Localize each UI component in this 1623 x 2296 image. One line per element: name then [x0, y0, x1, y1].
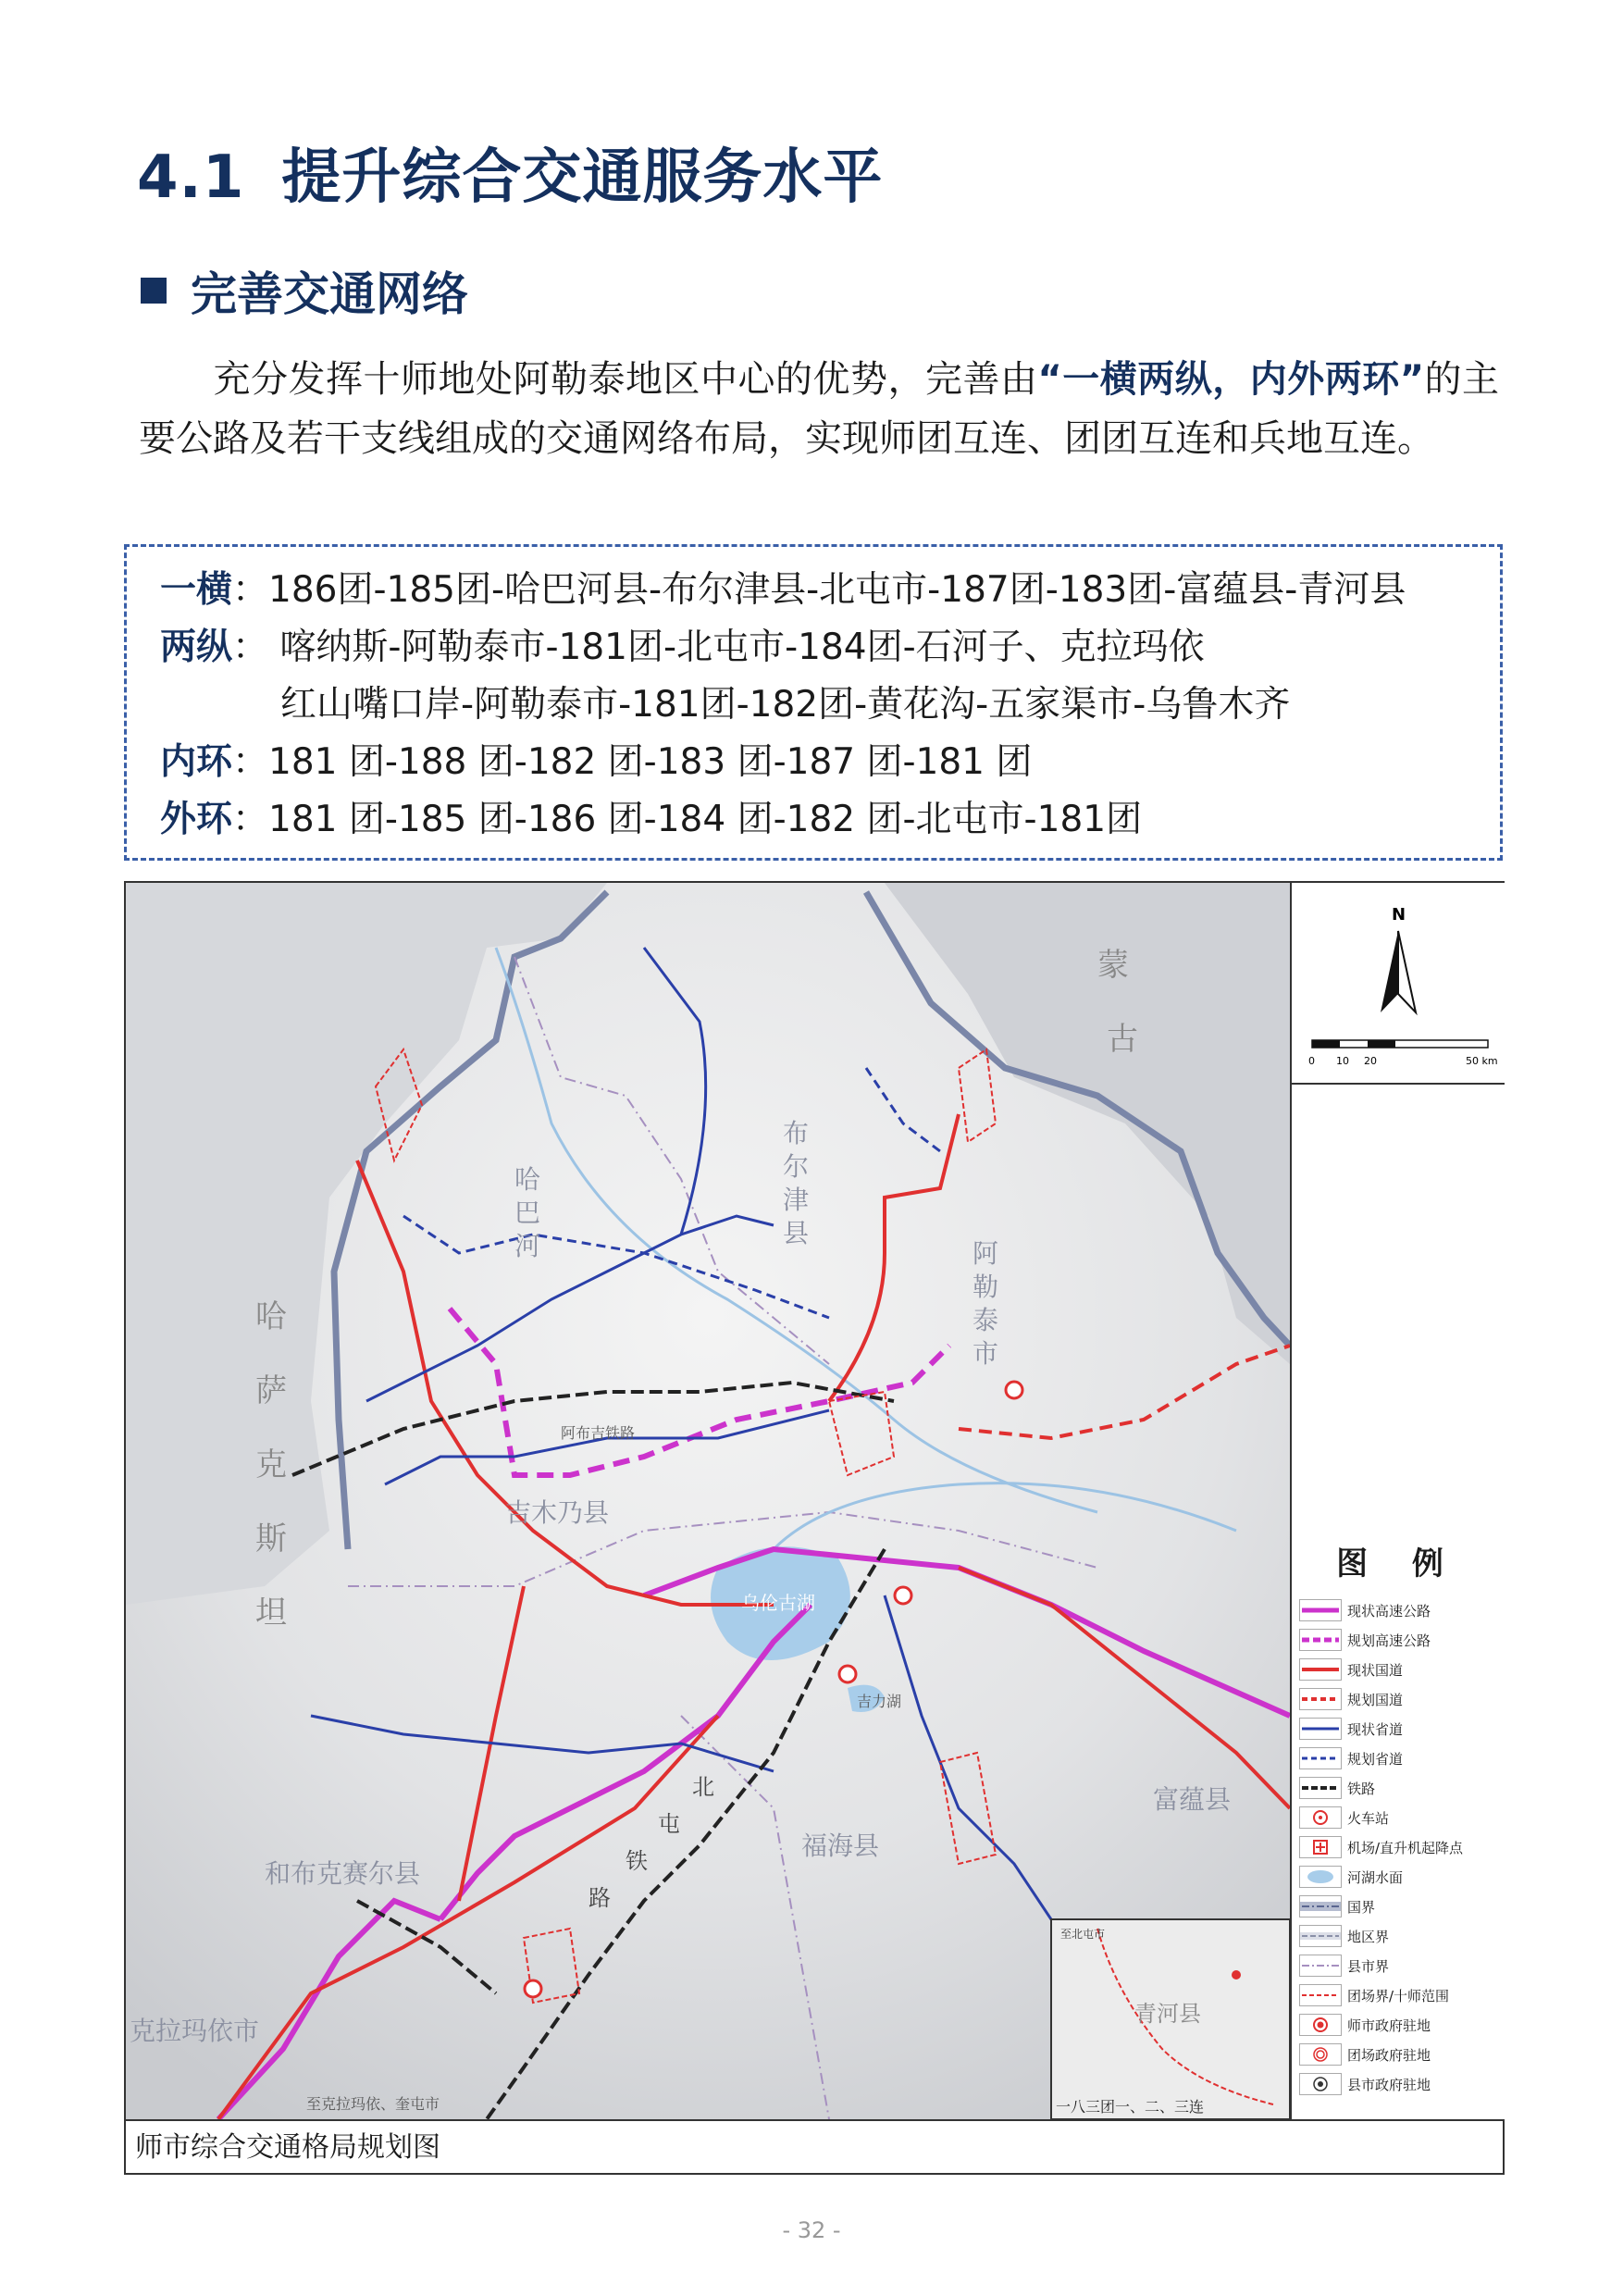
map-label-kazakhstan-5: 坦 [255, 1595, 287, 1632]
regiment-boundary-icon [1299, 1984, 1342, 2006]
legend-item: 师市政府驻地 [1299, 2010, 1503, 2040]
planned-provincial-road-icon [1299, 1747, 1342, 1769]
expressway-icon [1299, 1599, 1342, 1621]
legend-item: 地区界 [1299, 1921, 1503, 1951]
map-label-kazakhstan-2: 萨 [255, 1372, 287, 1409]
map-label-mongolia-1: 蒙 [1097, 947, 1129, 984]
county-boundary-icon [1299, 1955, 1342, 1977]
map-label-railway: 阿布吉铁路 [561, 1424, 636, 1442]
legend-item: 现状国道 [1299, 1655, 1503, 1684]
map-label-railway-b-3: 铁 [626, 1848, 648, 1874]
map-label-ulungur-lake: 乌伦古湖 [741, 1592, 815, 1614]
north-label: N [1392, 905, 1406, 925]
route-text: ：181 团-185 团-186 团-184 团-182 团-北屯市-181团 [232, 799, 1143, 840]
map-label-altay-2: 勒 [973, 1272, 999, 1302]
map-label-habahe-2: 巴 [514, 1198, 541, 1228]
scale-bar [1312, 1040, 1488, 1048]
scale-label: 50 km [1466, 1055, 1498, 1067]
map-label-jeminay: 吉木乃县 [505, 1497, 610, 1528]
planned-national-road-icon [1299, 1688, 1342, 1710]
map-label-altay-4: 市 [973, 1338, 999, 1369]
map-label-kazakhstan-1: 哈 [255, 1298, 287, 1335]
city-marker-icon [525, 1980, 541, 1997]
map-label-habahe-1: 哈 [514, 1164, 541, 1195]
inset-caption: 一八三团一、二、三连 [1056, 2098, 1205, 2116]
map-label-burqin-2: 尔 [783, 1151, 810, 1182]
square-bullet-icon [141, 278, 167, 304]
route-liangzong [160, 625, 1205, 671]
inset-map [1051, 1919, 1290, 2119]
map-label-to-karamay: 至克拉玛依、奎屯市 [306, 2095, 440, 2113]
map-label-mongolia-2: 古 [1107, 1021, 1138, 1058]
paragraph-tail: 的主要公路及若干支线组成的交通网络布局，实现师团互连、团团互连和兵地互连。 [139, 358, 1500, 460]
route-text: ：186团-185团-哈巴河县-布尔津县-北屯市-187团-183团-富蕴县-青河县 [232, 569, 1406, 611]
figure-caption: 师市综合交通格局规划图 [126, 2119, 1503, 2173]
subsection-heading [141, 257, 468, 324]
provincial-road-icon [1299, 1718, 1342, 1740]
section-number: 4.1 [137, 143, 245, 212]
route-neihuan [160, 739, 1032, 786]
map-label-hoboksar: 和布克赛尔县 [265, 1858, 421, 1889]
legend-item: 现状高速公路 [1299, 1595, 1503, 1625]
route-label: 内环 [160, 741, 233, 783]
legend-item: 规划国道 [1299, 1684, 1503, 1714]
inset-qinghe-label: 青河县 [1134, 2001, 1201, 2027]
route-label: 两纵 [160, 627, 233, 668]
national-border-icon [1299, 1895, 1342, 1917]
city-marker-icon [1006, 1382, 1022, 1398]
city-marker-icon [839, 1666, 856, 1682]
section-title: 提升综合交通服务水平 [281, 143, 884, 212]
paragraph-lead: 充分发挥十师地处阿勒泰地区中心的优势，完善由 [213, 358, 1038, 401]
map-label-kazakhstan-3: 克 [255, 1446, 287, 1483]
section-heading [137, 130, 883, 215]
legend-item: 规划高速公路 [1299, 1625, 1503, 1655]
route-text: 红山嘴口岸-阿勒泰市-181团-182团-黄花沟-五家渠市-乌鲁木齐 [280, 684, 1291, 726]
legend-item: 国界 [1299, 1892, 1503, 1921]
county-government-icon [1299, 2073, 1342, 2095]
airport-icon [1299, 1836, 1342, 1858]
map-label-karamay: 克拉玛依市 [130, 2016, 260, 2046]
route-text: ：181 团-188 团-182 团-183 团-187 团-181 团 [232, 741, 1033, 783]
prefecture-boundary-icon [1299, 1925, 1342, 1947]
scale-label: 10 [1336, 1055, 1349, 1067]
train-station-icon [1299, 1806, 1342, 1829]
map-label-burqin-4: 县 [783, 1218, 810, 1248]
paragraph-highlight: “一横两纵，内外两环” [1037, 358, 1425, 401]
map-label-fuyun: 富蕴县 [1153, 1784, 1232, 1815]
legend-item: 县市界 [1299, 1951, 1503, 1980]
map-label-altay-3: 泰 [973, 1305, 999, 1335]
transport-map [126, 883, 1290, 2119]
inset-side-label: 至北屯市 [1060, 1928, 1106, 1941]
map-label-kazakhstan-4: 斯 [255, 1520, 287, 1558]
north-arrow-icon [1381, 931, 1416, 1012]
map-label-railway-b-1: 北 [692, 1774, 714, 1800]
intro-paragraph [139, 350, 1499, 468]
map-label-burqin-1: 布 [783, 1118, 810, 1148]
legend-item: 县市政府驻地 [1299, 2069, 1503, 2099]
route-summary-box [124, 544, 1503, 861]
legend-item: 团场界/十师范围 [1299, 1980, 1503, 2010]
subsection-title: 完善交通网络 [191, 267, 468, 321]
map-label-jili-lake: 吉力湖 [857, 1693, 902, 1710]
scale-label: 20 [1364, 1055, 1377, 1067]
legend-item: 河湖水面 [1299, 1862, 1503, 1892]
map-label-railway-b-4: 路 [588, 1885, 611, 1911]
scale-label: 0 [1308, 1055, 1315, 1067]
legend-item: 机场/直升机起降点 [1299, 1832, 1503, 1862]
map-sidebar [1290, 883, 1505, 2119]
route-label: 外环 [160, 799, 233, 840]
transport-map-figure [124, 881, 1505, 2175]
water-body-icon [1299, 1866, 1342, 1888]
map-legend [1299, 1595, 1503, 2099]
national-road-icon [1299, 1658, 1342, 1681]
route-text: ： 喀纳斯-阿勒泰市-181团-北屯市-184团-石河子、克拉玛依 [232, 627, 1205, 668]
route-waihuan [160, 797, 1142, 843]
legend-item: 铁路 [1299, 1773, 1503, 1803]
route-label: 一横 [160, 569, 233, 611]
city-government-icon [1299, 2014, 1342, 2036]
map-label-altay-1: 阿 [973, 1238, 999, 1269]
legend-item: 规划省道 [1299, 1744, 1503, 1773]
route-yiheng [160, 567, 1406, 614]
legend-item: 团场政府驻地 [1299, 2040, 1503, 2069]
legend-item: 现状省道 [1299, 1714, 1503, 1744]
map-label-railway-b-2: 屯 [658, 1811, 680, 1837]
city-marker-icon [895, 1587, 911, 1604]
compass-panel [1292, 883, 1505, 1085]
legend-item: 火车站 [1299, 1803, 1503, 1832]
regiment-government-icon [1299, 2043, 1342, 2066]
railway-icon [1299, 1777, 1342, 1799]
page-number: - 32 - [782, 2217, 841, 2243]
map-label-habahe-3: 河 [514, 1231, 541, 1261]
planned-expressway-icon [1299, 1629, 1342, 1651]
legend-title: 图 例 [1336, 1545, 1460, 1582]
route-liangzong-second [280, 682, 1290, 728]
map-label-fuhai: 福海县 [801, 1831, 880, 1861]
map-label-burqin-3: 津 [783, 1185, 810, 1215]
